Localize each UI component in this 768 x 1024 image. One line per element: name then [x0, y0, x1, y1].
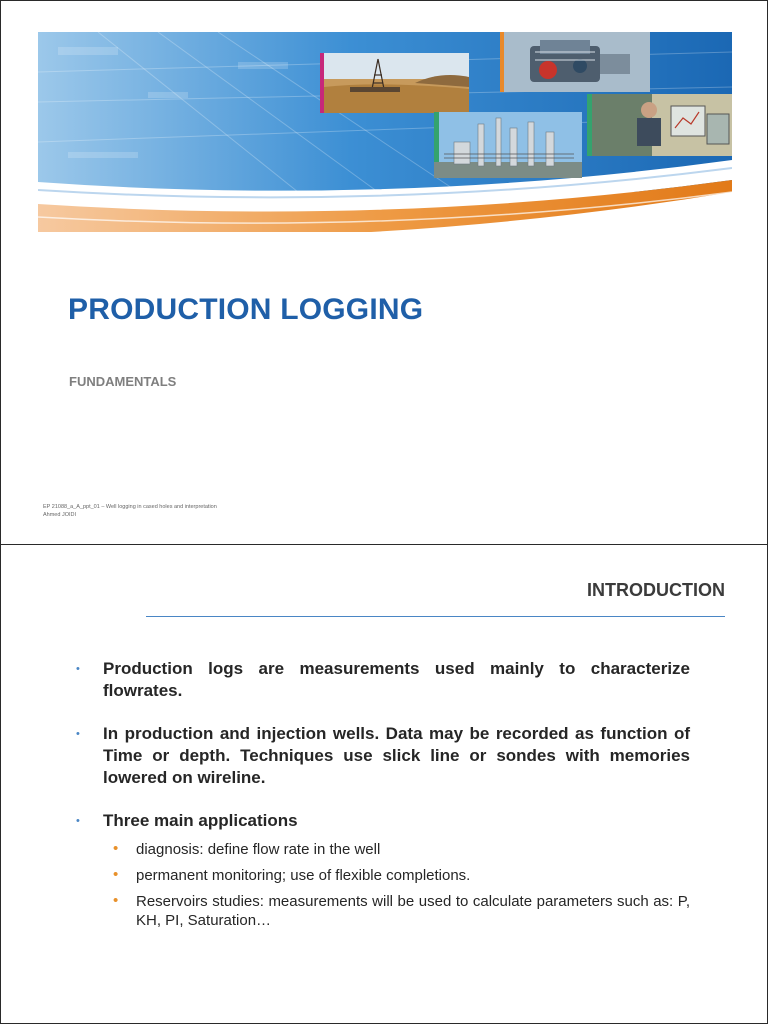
- slide-title: PRODUCTION LOGGING: [68, 293, 424, 326]
- header-banner: [38, 32, 732, 237]
- sub-list-item: [103, 892, 690, 930]
- desert-drilling-rig-photo: [320, 53, 469, 113]
- sub-bullet-text: Reservoirs studies: measurements will be used to calculate parameters such as: P, KH, PI, Saturation…: [136, 893, 690, 929]
- list-item: [76, 810, 690, 930]
- bullet-text: Three main applications: [103, 811, 298, 830]
- footer-author: Ahmed JOIDI: [43, 512, 77, 518]
- sub-bullet-marker: •: [113, 866, 119, 883]
- list-item: [76, 723, 690, 789]
- slide-footer: [43, 503, 217, 519]
- list-item: [76, 658, 690, 702]
- sub-list-item: [103, 840, 690, 859]
- section-heading: INTRODUCTION: [587, 580, 725, 600]
- refinery-photo: [434, 112, 582, 178]
- sub-bullet-list: [103, 840, 690, 930]
- sub-bullet-marker: •: [113, 840, 119, 857]
- bullet-text: Production logs are measurements used mainly to characterize flowrates.: [103, 659, 690, 700]
- slide-subtitle: FUNDAMENTALS: [69, 374, 177, 389]
- sub-bullet-marker: •: [113, 892, 119, 909]
- sub-bullet-text: permanent monitoring; use of flexible completions.: [136, 867, 471, 884]
- bullet-list: [76, 658, 690, 951]
- footer-reference: EP 21088_a_A_ppt_01 – Well logging in cased holes and interpretation: [43, 504, 217, 510]
- laboratory-photo: [587, 94, 732, 156]
- sub-list-item: [103, 866, 690, 885]
- bullet-marker: •: [76, 728, 80, 740]
- bullet-marker: •: [76, 815, 80, 827]
- heading-divider: [146, 616, 725, 617]
- bullet-marker: •: [76, 663, 80, 675]
- engine-photo: [500, 32, 650, 92]
- bullet-text: In production and injection wells. Data may be recorded as function of Time or depth. Techniques use slick line or sondes with memories lowered on wireline.: [103, 724, 690, 787]
- sub-bullet-text: diagnosis: define flow rate in the well: [136, 841, 381, 858]
